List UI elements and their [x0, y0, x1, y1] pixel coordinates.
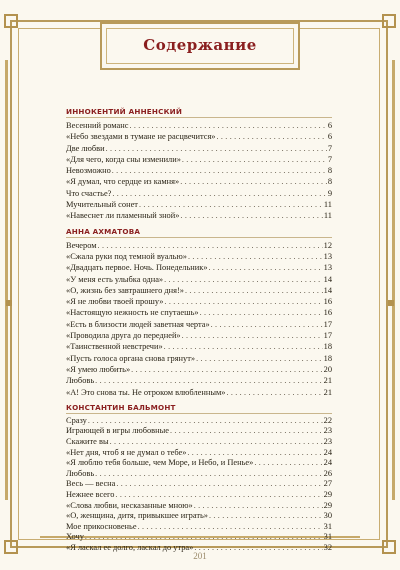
- toc-entry[interactable]: «Я не любви твоей прошу» . . . 16: [66, 296, 332, 307]
- toc-entry[interactable]: «У меня есть улыбка одна» . . . 14: [66, 274, 332, 285]
- toc-entry[interactable]: «Сжала руки под темной вуалью» . . . 13: [66, 251, 332, 262]
- toc-entry[interactable]: «О, женщина, дитя, привыкшее играть» . . . 30: [66, 511, 332, 522]
- toc-entry[interactable]: «Таинственной невстречи» . . . 18: [66, 341, 332, 352]
- toc-entry[interactable]: Вечером . . . 12: [66, 240, 332, 251]
- toc-entry[interactable]: Любовь . . . 21: [66, 375, 332, 386]
- title-plate: [100, 22, 300, 70]
- toc-entry[interactable]: Скажите вы . . . 23: [66, 437, 332, 448]
- toc-entry[interactable]: Мучительный сонет . . . 11: [66, 199, 332, 210]
- toc-entry[interactable]: «Настоящую нежность не спутаешь» . . . 16: [66, 307, 332, 318]
- toc-entry[interactable]: «Я думал, что сердце из камня» . . . 8: [66, 176, 332, 187]
- page-title: Содержание: [143, 36, 257, 54]
- page-number: 201: [193, 551, 207, 561]
- frame-stud: [6, 300, 12, 306]
- toc-entry[interactable]: «О, жизнь без завтрашнего дня!» . . . 14: [66, 285, 332, 296]
- toc-entry[interactable]: Весенний романс . . . 6: [66, 120, 332, 131]
- toc-entry[interactable]: «Я люблю тебя больше, чем Море, и Небо, и Пенье» . . . 24: [66, 458, 332, 469]
- toc-entry[interactable]: «Проводила друга до передней» . . . 17: [66, 330, 332, 341]
- toc-entry[interactable]: «Слова любви, несказанные мною» . . . 29: [66, 501, 332, 512]
- toc-entry[interactable]: «Пусть голоса органа снова грянут» . . . 18: [66, 353, 332, 364]
- toc-entry[interactable]: Что счастье? . . . 9: [66, 188, 332, 199]
- frame-rail-left: [5, 60, 8, 500]
- toc-entry[interactable]: Две любви . . . 7: [66, 143, 332, 154]
- toc-entry[interactable]: «Я ласкал ее долго, ласкал до утра» . . . 32: [66, 543, 332, 554]
- section-author-akhmatova: АННА АХМАТОВА: [66, 227, 332, 238]
- toc-entry[interactable]: Хочу . . . 31: [66, 532, 332, 543]
- toc-entry[interactable]: «А! Это снова ты. Не отроком влюбленным» . . . 21: [66, 387, 332, 398]
- frame-corner-ornament: [382, 14, 396, 28]
- section-author-annensky: ИННОКЕНТИЙ АННЕНСКИЙ: [66, 107, 332, 118]
- toc-entry[interactable]: «Небо звездами в тумане не расцвечится» . . . 6: [66, 131, 332, 142]
- toc-entry[interactable]: Весь — весна . . . 27: [66, 479, 332, 490]
- table-of-contents: [66, 107, 332, 554]
- frame-rail-right: [392, 60, 395, 500]
- toc-entry[interactable]: Невозможно . . . 8: [66, 165, 332, 176]
- toc-entry[interactable]: «Для чего, когда сны изменили» . . . 7: [66, 154, 332, 165]
- toc-entry[interactable]: «Навеснет ли пламенный зной» . . . 11: [66, 210, 332, 221]
- toc-entry[interactable]: Нежнее всего . . . 29: [66, 490, 332, 501]
- toc-entry[interactable]: Сразу . . . 22: [66, 416, 332, 427]
- toc-entry[interactable]: «Есть в близости людей заветная черта» . . . 17: [66, 319, 332, 330]
- frame-stud: [388, 300, 394, 306]
- section-author-balmont: КОНСТАНТИН БАЛЬМОНТ: [66, 403, 332, 414]
- toc-entry[interactable]: «Двадцать первое. Ночь. Понедельник» . . . 13: [66, 262, 332, 273]
- toc-entry[interactable]: «Нет дня, чтоб я не думал о тебе» . . . 24: [66, 448, 332, 459]
- toc-entry[interactable]: Любовь . . . 26: [66, 469, 332, 480]
- toc-entry[interactable]: Играющей в игры любовные . . . 23: [66, 426, 332, 437]
- frame-corner-ornament: [4, 14, 18, 28]
- toc-entry[interactable]: «Я умею любить» . . . 20: [66, 364, 332, 375]
- toc-entry[interactable]: Мое прикосновенье . . . 31: [66, 522, 332, 533]
